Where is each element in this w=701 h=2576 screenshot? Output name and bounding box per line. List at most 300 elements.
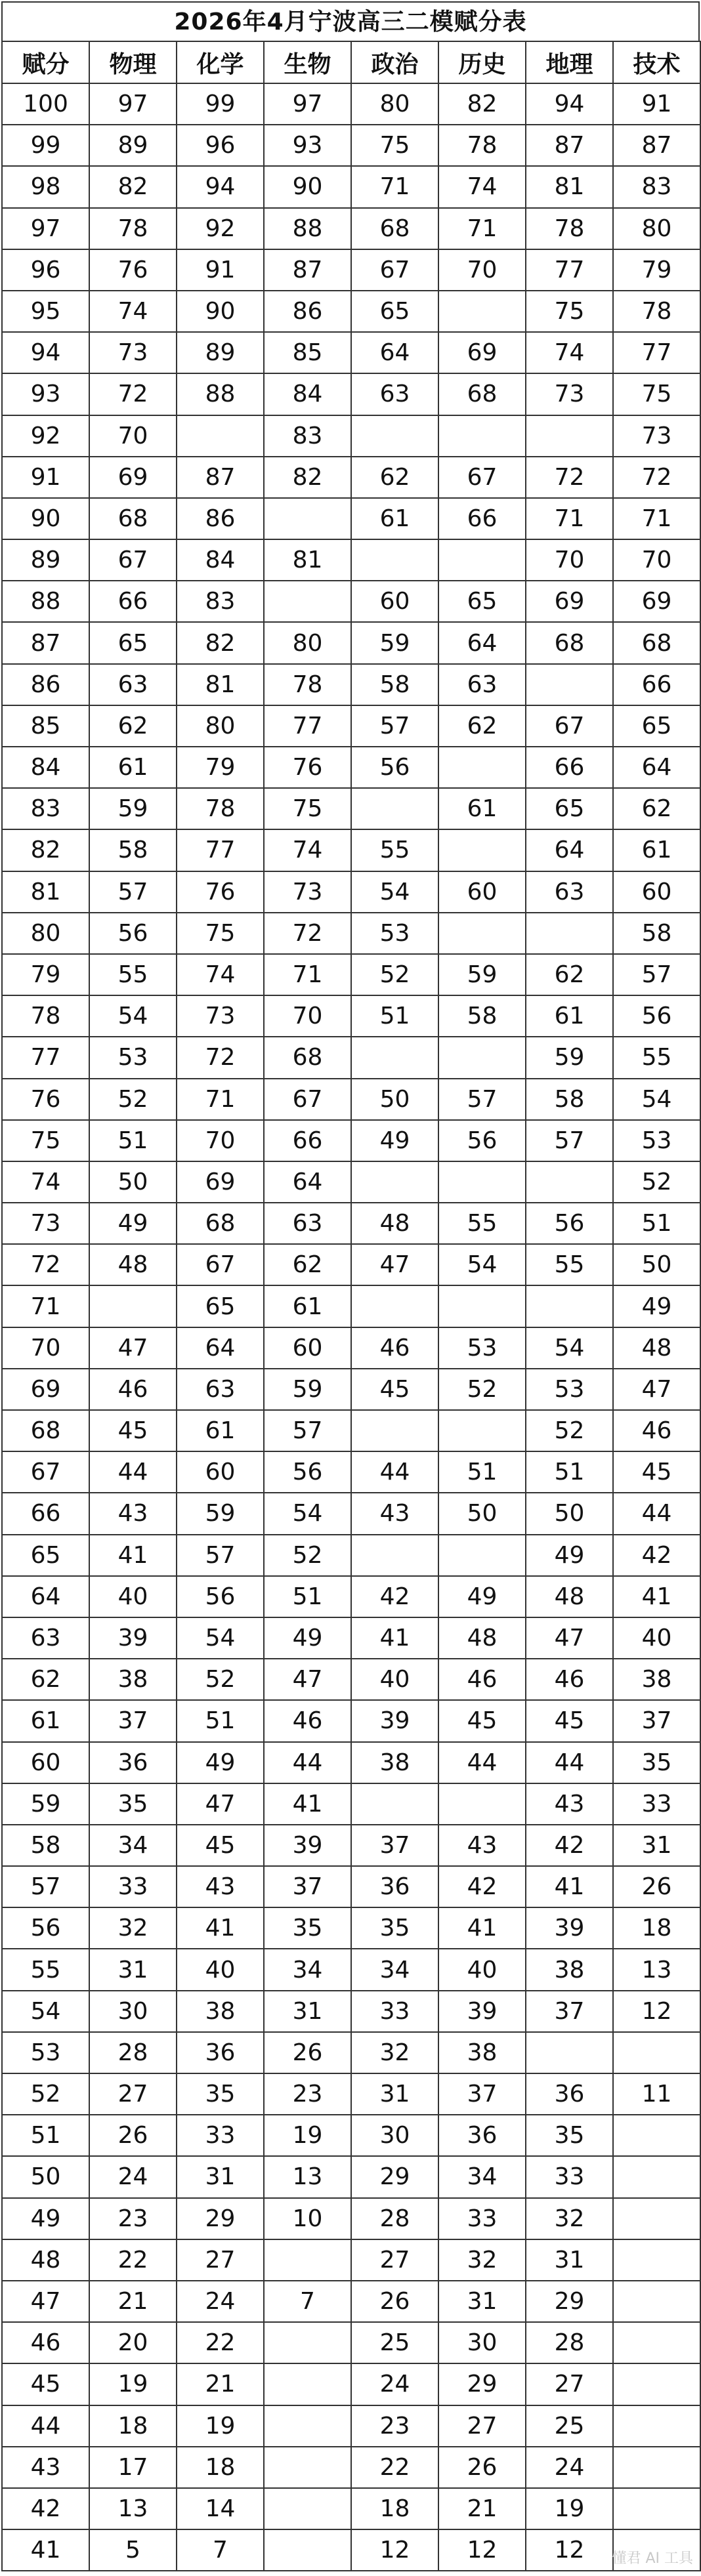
raw-score-cell: 44 (89, 1451, 177, 1493)
table-body (2, 83, 700, 2571)
raw-score-cell: 33 (177, 2115, 264, 2156)
raw-score-cell (613, 2198, 700, 2239)
raw-score-cell: 49 (351, 1120, 438, 1161)
raw-score-cell: 19 (89, 2363, 177, 2405)
table-row (2, 1244, 700, 1285)
raw-score-cell: 61 (438, 788, 526, 829)
raw-score-cell: 48 (351, 1203, 438, 1244)
raw-score-cell: 39 (351, 1700, 438, 1741)
score-cell: 46 (2, 2322, 89, 2363)
raw-score-cell: 52 (613, 1161, 700, 1203)
raw-score-cell: 66 (264, 1120, 351, 1161)
raw-score-cell: 62 (351, 457, 438, 498)
raw-score-cell: 52 (264, 1535, 351, 1576)
raw-score-cell: 30 (89, 1991, 177, 2032)
raw-score-cell: 57 (438, 1079, 526, 1120)
raw-score-cell: 45 (526, 1700, 613, 1741)
raw-score-cell (264, 498, 351, 539)
raw-score-cell: 67 (438, 457, 526, 498)
raw-score-cell: 87 (613, 125, 700, 166)
raw-score-cell: 27 (351, 2239, 438, 2281)
raw-score-cell (264, 2239, 351, 2281)
raw-score-cell: 56 (526, 1203, 613, 1244)
raw-score-cell (613, 2488, 700, 2529)
raw-score-cell: 43 (351, 1493, 438, 1534)
raw-score-cell: 91 (613, 83, 700, 125)
raw-score-cell (351, 1535, 438, 1576)
raw-score-cell: 65 (613, 705, 700, 747)
raw-score-cell: 93 (264, 125, 351, 166)
table-row (2, 622, 700, 663)
header-cell-chemistry: 化学 (177, 41, 264, 83)
score-cell: 71 (2, 1285, 89, 1327)
raw-score-cell: 59 (177, 1493, 264, 1534)
raw-score-cell: 61 (177, 1410, 264, 1451)
score-cell: 65 (2, 1535, 89, 1576)
raw-score-cell: 70 (438, 249, 526, 291)
raw-score-cell: 70 (89, 415, 177, 457)
raw-score-cell (613, 2363, 700, 2405)
header-cell-history: 历史 (438, 41, 526, 83)
table-row (2, 1907, 700, 1949)
raw-score-cell: 73 (264, 871, 351, 913)
table-row (2, 291, 700, 332)
raw-score-cell: 56 (438, 1120, 526, 1161)
raw-score-cell: 59 (438, 954, 526, 995)
raw-score-cell: 47 (526, 1617, 613, 1659)
table-row (2, 995, 700, 1037)
score-cell: 93 (2, 373, 89, 415)
raw-score-cell: 32 (351, 2032, 438, 2073)
score-cell: 53 (2, 2032, 89, 2073)
table-row (2, 1742, 700, 1783)
raw-score-cell (526, 415, 613, 457)
raw-score-cell: 76 (264, 747, 351, 788)
raw-score-cell: 81 (264, 539, 351, 581)
raw-score-cell: 75 (613, 373, 700, 415)
raw-score-cell: 65 (177, 1285, 264, 1327)
raw-score-cell: 40 (613, 1617, 700, 1659)
raw-score-cell: 74 (264, 829, 351, 871)
raw-score-cell: 74 (526, 332, 613, 373)
score-cell: 81 (2, 871, 89, 913)
raw-score-cell: 55 (351, 829, 438, 871)
raw-score-cell (438, 415, 526, 457)
header-cell-physics: 物理 (89, 41, 177, 83)
score-cell: 84 (2, 747, 89, 788)
raw-score-cell: 36 (438, 2115, 526, 2156)
table-row (2, 1079, 700, 1120)
score-cell: 52 (2, 2073, 89, 2115)
raw-score-cell: 83 (177, 581, 264, 622)
raw-score-cell: 77 (264, 705, 351, 747)
raw-score-cell: 78 (89, 208, 177, 249)
score-cell: 64 (2, 1576, 89, 1617)
raw-score-cell (526, 2032, 613, 2073)
raw-score-cell (264, 2447, 351, 2488)
raw-score-cell: 28 (526, 2322, 613, 2363)
raw-score-cell: 61 (351, 498, 438, 539)
table-row (2, 829, 700, 871)
raw-score-cell: 41 (177, 1907, 264, 1949)
raw-score-cell (438, 1783, 526, 1825)
raw-score-cell: 37 (89, 1700, 177, 1741)
raw-score-cell: 80 (264, 622, 351, 663)
raw-score-cell: 88 (177, 373, 264, 415)
raw-score-cell: 73 (613, 415, 700, 457)
raw-score-cell: 55 (613, 1037, 700, 1078)
raw-score-cell: 42 (351, 1576, 438, 1617)
table-row (2, 498, 700, 539)
raw-score-cell: 45 (351, 1369, 438, 1410)
raw-score-cell: 19 (264, 2115, 351, 2156)
score-cell: 54 (2, 1991, 89, 2032)
table-row (2, 373, 700, 415)
raw-score-cell: 64 (438, 622, 526, 663)
raw-score-cell: 74 (438, 166, 526, 207)
table-row (2, 1659, 700, 1700)
raw-score-cell (438, 291, 526, 332)
table-row (2, 332, 700, 373)
raw-score-cell: 34 (438, 2156, 526, 2197)
raw-score-cell (351, 1161, 438, 1203)
raw-score-cell: 22 (177, 2322, 264, 2363)
raw-score-cell: 49 (613, 1285, 700, 1327)
score-cell: 45 (2, 2363, 89, 2405)
table-row (2, 954, 700, 995)
raw-score-cell: 31 (177, 2156, 264, 2197)
raw-score-cell: 43 (438, 1825, 526, 1866)
raw-score-cell: 13 (613, 1949, 700, 1990)
raw-score-cell: 12 (613, 1991, 700, 2032)
raw-score-cell: 5 (89, 2529, 177, 2571)
raw-score-cell: 52 (351, 954, 438, 995)
raw-score-cell: 92 (177, 208, 264, 249)
table-row (2, 1203, 700, 1244)
score-cell: 89 (2, 539, 89, 581)
raw-score-cell: 36 (351, 1866, 438, 1907)
score-cell: 51 (2, 2115, 89, 2156)
raw-score-cell (264, 2405, 351, 2447)
raw-score-cell: 72 (264, 913, 351, 954)
raw-score-cell (526, 1161, 613, 1203)
raw-score-cell: 51 (264, 1576, 351, 1617)
table-row (2, 913, 700, 954)
raw-score-cell: 33 (89, 1866, 177, 1907)
raw-score-cell: 12 (526, 2529, 613, 2571)
raw-score-cell: 40 (177, 1949, 264, 1990)
score-cell: 82 (2, 829, 89, 871)
raw-score-cell: 88 (264, 208, 351, 249)
raw-score-cell: 62 (438, 705, 526, 747)
raw-score-cell: 54 (438, 1244, 526, 1285)
raw-score-cell: 57 (526, 1120, 613, 1161)
score-cell: 63 (2, 1617, 89, 1659)
raw-score-cell: 68 (526, 622, 613, 663)
table-row (2, 125, 700, 166)
score-cell: 83 (2, 788, 89, 829)
raw-score-cell: 30 (351, 2115, 438, 2156)
raw-score-cell: 64 (613, 747, 700, 788)
raw-score-cell: 28 (89, 2032, 177, 2073)
raw-score-cell: 51 (89, 1120, 177, 1161)
raw-score-cell: 72 (89, 373, 177, 415)
table-row (2, 2363, 700, 2405)
raw-score-cell: 82 (264, 457, 351, 498)
raw-score-cell: 23 (264, 2073, 351, 2115)
score-cell: 95 (2, 291, 89, 332)
table-row (2, 2156, 700, 2197)
raw-score-cell: 40 (89, 1576, 177, 1617)
score-cell: 47 (2, 2281, 89, 2322)
raw-score-cell: 53 (613, 1120, 700, 1161)
table-row (2, 1825, 700, 1866)
raw-score-cell: 74 (89, 291, 177, 332)
raw-score-cell: 77 (526, 249, 613, 291)
table-row (2, 1451, 700, 1493)
raw-score-cell: 78 (264, 664, 351, 705)
raw-score-cell: 52 (89, 1079, 177, 1120)
raw-score-cell: 82 (89, 166, 177, 207)
raw-score-cell: 60 (613, 871, 700, 913)
raw-score-cell: 57 (264, 1410, 351, 1451)
raw-score-cell: 49 (526, 1535, 613, 1576)
table-row (2, 1535, 700, 1576)
score-cell: 74 (2, 1161, 89, 1203)
score-cell: 56 (2, 1907, 89, 1949)
table-row (2, 1949, 700, 1990)
raw-score-cell (177, 415, 264, 457)
table-row (2, 2405, 700, 2447)
raw-score-cell: 78 (177, 788, 264, 829)
score-cell: 62 (2, 1659, 89, 1700)
raw-score-cell: 53 (351, 913, 438, 954)
raw-score-cell (438, 1285, 526, 1327)
raw-score-cell: 64 (526, 829, 613, 871)
table-row (2, 1866, 700, 1907)
raw-score-cell: 63 (264, 1203, 351, 1244)
raw-score-cell: 67 (526, 705, 613, 747)
raw-score-cell (438, 1161, 526, 1203)
raw-score-cell: 37 (438, 2073, 526, 2115)
raw-score-cell: 36 (89, 1742, 177, 1783)
raw-score-cell: 69 (177, 1161, 264, 1203)
raw-score-cell: 68 (264, 1037, 351, 1078)
raw-score-cell (264, 581, 351, 622)
score-cell: 43 (2, 2447, 89, 2488)
score-cell: 76 (2, 1079, 89, 1120)
raw-score-cell: 46 (526, 1659, 613, 1700)
raw-score-cell (438, 539, 526, 581)
raw-score-cell: 81 (526, 166, 613, 207)
raw-score-cell: 77 (177, 829, 264, 871)
raw-score-cell: 75 (351, 125, 438, 166)
raw-score-cell: 67 (351, 249, 438, 291)
raw-score-cell (526, 913, 613, 954)
raw-score-cell: 20 (89, 2322, 177, 2363)
raw-score-cell (438, 1535, 526, 1576)
score-cell: 97 (2, 208, 89, 249)
raw-score-cell (526, 664, 613, 705)
raw-score-cell (613, 2115, 700, 2156)
raw-score-cell: 33 (613, 1783, 700, 1825)
table-title: 2026年4月宁波高三二模赋分表 (1, 1, 700, 41)
score-cell: 75 (2, 1120, 89, 1161)
score-cell: 96 (2, 249, 89, 291)
raw-score-cell: 48 (613, 1327, 700, 1369)
score-cell: 57 (2, 1866, 89, 1907)
score-cell: 66 (2, 1493, 89, 1534)
raw-score-cell: 50 (89, 1161, 177, 1203)
raw-score-cell: 69 (89, 457, 177, 498)
raw-score-cell: 22 (89, 2239, 177, 2281)
raw-score-cell: 59 (526, 1037, 613, 1078)
table-row (2, 705, 700, 747)
raw-score-cell: 87 (177, 457, 264, 498)
raw-score-cell: 84 (264, 373, 351, 415)
raw-score-cell: 69 (526, 581, 613, 622)
raw-score-cell: 71 (526, 498, 613, 539)
table-row (2, 2239, 700, 2281)
raw-score-cell: 31 (89, 1949, 177, 1990)
score-table-sheet (1, 1, 700, 2571)
raw-score-cell: 56 (89, 913, 177, 954)
raw-score-cell: 87 (264, 249, 351, 291)
raw-score-cell: 85 (264, 332, 351, 373)
raw-score-cell: 24 (177, 2281, 264, 2322)
raw-score-cell: 47 (264, 1659, 351, 1700)
raw-score-cell: 12 (438, 2529, 526, 2571)
raw-score-cell: 79 (613, 249, 700, 291)
raw-score-cell (351, 1037, 438, 1078)
raw-score-cell: 41 (526, 1866, 613, 1907)
raw-score-cell: 33 (438, 2198, 526, 2239)
raw-score-cell: 34 (351, 1949, 438, 1990)
raw-score-cell: 32 (526, 2198, 613, 2239)
raw-score-cell: 38 (177, 1991, 264, 2032)
raw-score-cell: 86 (264, 291, 351, 332)
score-cell: 48 (2, 2239, 89, 2281)
raw-score-cell: 61 (264, 1285, 351, 1327)
raw-score-cell: 56 (351, 747, 438, 788)
header-cell-score: 赋分 (2, 41, 89, 83)
raw-score-cell: 71 (264, 954, 351, 995)
table-row (2, 1120, 700, 1161)
header-cell-geography: 地理 (526, 41, 613, 83)
raw-score-cell: 51 (177, 1700, 264, 1741)
raw-score-cell: 43 (89, 1493, 177, 1534)
table-row (2, 1493, 700, 1534)
raw-score-cell: 13 (264, 2156, 351, 2197)
raw-score-cell: 44 (438, 1742, 526, 1783)
raw-score-cell: 69 (438, 332, 526, 373)
raw-score-cell (613, 2447, 700, 2488)
raw-score-cell: 35 (177, 2073, 264, 2115)
raw-score-cell: 40 (351, 1659, 438, 1700)
raw-score-cell: 46 (613, 1410, 700, 1451)
raw-score-cell: 71 (613, 498, 700, 539)
raw-score-cell: 46 (264, 1700, 351, 1741)
raw-score-cell: 24 (89, 2156, 177, 2197)
table-row (2, 2447, 700, 2488)
raw-score-cell: 51 (526, 1451, 613, 1493)
table-row (2, 2198, 700, 2239)
score-cell: 41 (2, 2529, 89, 2571)
raw-score-cell (264, 2363, 351, 2405)
raw-score-cell: 54 (89, 995, 177, 1037)
raw-score-cell: 76 (177, 871, 264, 913)
raw-score-cell: 37 (526, 1991, 613, 2032)
raw-score-cell: 78 (526, 208, 613, 249)
raw-score-cell: 65 (89, 622, 177, 663)
raw-score-cell: 78 (613, 291, 700, 332)
raw-score-cell: 82 (177, 622, 264, 663)
raw-score-cell: 21 (89, 2281, 177, 2322)
raw-score-cell: 60 (177, 1451, 264, 1493)
raw-score-cell (526, 1285, 613, 1327)
raw-score-cell: 94 (526, 83, 613, 125)
score-cell: 85 (2, 705, 89, 747)
raw-score-cell: 37 (613, 1700, 700, 1741)
raw-score-cell: 61 (89, 747, 177, 788)
raw-score-cell: 46 (89, 1369, 177, 1410)
score-cell: 60 (2, 1742, 89, 1783)
raw-score-cell: 48 (438, 1617, 526, 1659)
raw-score-cell: 28 (351, 2198, 438, 2239)
score-cell: 50 (2, 2156, 89, 2197)
raw-score-cell: 27 (438, 2405, 526, 2447)
raw-score-cell: 27 (89, 2073, 177, 2115)
score-cell: 42 (2, 2488, 89, 2529)
raw-score-cell: 71 (438, 208, 526, 249)
raw-score-cell: 33 (526, 2156, 613, 2197)
raw-score-cell: 73 (526, 373, 613, 415)
raw-score-cell: 99 (177, 83, 264, 125)
raw-score-cell: 73 (89, 332, 177, 373)
raw-score-cell: 77 (613, 332, 700, 373)
raw-score-cell: 63 (351, 373, 438, 415)
raw-score-cell: 45 (613, 1451, 700, 1493)
raw-score-cell: 35 (526, 2115, 613, 2156)
raw-score-cell: 46 (351, 1327, 438, 1369)
header-cell-technology: 技术 (613, 41, 700, 83)
raw-score-cell: 31 (613, 1825, 700, 1866)
raw-score-cell: 91 (177, 249, 264, 291)
raw-score-cell: 31 (526, 2239, 613, 2281)
raw-score-cell: 48 (89, 1244, 177, 1285)
raw-score-cell: 25 (351, 2322, 438, 2363)
table-row (2, 1410, 700, 1451)
raw-score-cell: 60 (264, 1327, 351, 1369)
raw-score-cell: 49 (177, 1742, 264, 1783)
raw-score-cell: 35 (264, 1907, 351, 1949)
raw-score-cell: 41 (264, 1783, 351, 1825)
raw-score-cell: 55 (526, 1244, 613, 1285)
raw-score-cell: 51 (613, 1203, 700, 1244)
raw-score-cell: 34 (89, 1825, 177, 1866)
raw-score-cell: 75 (177, 913, 264, 954)
table-row (2, 1783, 700, 1825)
raw-score-cell: 46 (438, 1659, 526, 1700)
raw-score-cell: 56 (264, 1451, 351, 1493)
raw-score-cell: 26 (264, 2032, 351, 2073)
raw-score-cell: 38 (613, 1659, 700, 1700)
raw-score-cell: 38 (526, 1949, 613, 1990)
raw-score-cell: 12 (351, 2529, 438, 2571)
raw-score-cell: 75 (526, 291, 613, 332)
raw-score-cell: 58 (526, 1079, 613, 1120)
raw-score-cell: 42 (438, 1866, 526, 1907)
